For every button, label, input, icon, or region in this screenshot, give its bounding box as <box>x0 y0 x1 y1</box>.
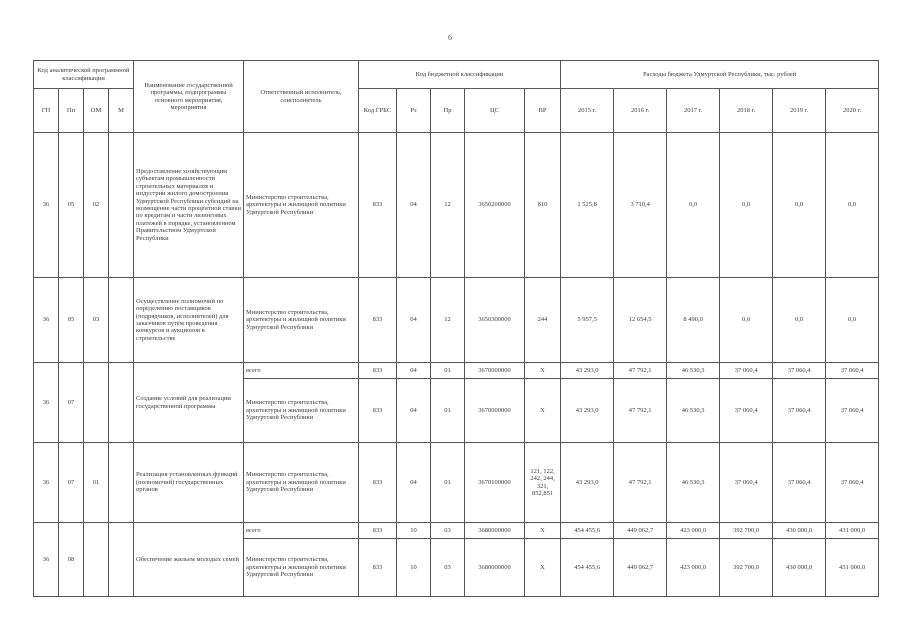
value-cell: 43 293,0 <box>561 443 614 523</box>
value-cell: 8 490,0 <box>667 278 720 363</box>
om-cell <box>84 363 109 443</box>
cs-cell: 3650300000 <box>465 278 525 363</box>
table-row <box>34 443 879 523</box>
pr-cell: 12 <box>431 278 465 363</box>
m-cell <box>109 363 134 443</box>
program-name-cell: Реализация установленных функций (полномочий) государственных органов <box>134 443 244 523</box>
grbs-cell: 833 <box>359 363 397 379</box>
vr-header: ВР <box>525 89 561 133</box>
grbs-cell: 833 <box>359 443 397 523</box>
executor-cell: Министерство строительства, архитектуры и жилищной политики Удмуртской Республики <box>244 379 359 443</box>
analytic-code-header: Код аналитической программной классификации <box>34 61 134 89</box>
value-cell: 0,0 <box>826 278 879 363</box>
value-cell: 454 455,6 <box>561 539 614 597</box>
grbs-cell: 833 <box>359 278 397 363</box>
value-cell: 392 700,0 <box>720 539 773 597</box>
vr-cell: 810 <box>525 133 561 278</box>
vr-cell: Х <box>525 363 561 379</box>
year-header: 2015 г. <box>561 89 614 133</box>
om-header: ОМ <box>84 89 109 133</box>
budget-table <box>33 60 879 597</box>
value-cell: 47 792,1 <box>614 379 667 443</box>
executor-header: Ответственный исполнитель, соисполнитель <box>244 61 359 133</box>
value-cell: 0,0 <box>773 133 826 278</box>
gp-cell: 36 <box>34 443 59 523</box>
value-cell: 454 455,6 <box>561 523 614 539</box>
cs-cell: 3670000000 <box>465 363 525 379</box>
budget-code-header: Код бюджетной классификации <box>359 61 561 89</box>
cs-cell: 3650200000 <box>465 133 525 278</box>
om-cell <box>84 523 109 597</box>
table-row <box>34 363 879 379</box>
value-cell: 0,0 <box>720 278 773 363</box>
value-cell: 392 700,0 <box>720 523 773 539</box>
total-label-cell: всего <box>244 363 359 379</box>
value-cell: 43 293,0 <box>561 379 614 443</box>
cs-cell: 3680000000 <box>465 539 525 597</box>
value-cell: 37 060,4 <box>826 363 879 379</box>
table-row <box>34 133 879 278</box>
value-cell: 37 060,4 <box>720 443 773 523</box>
rz-cell: 04 <box>397 379 431 443</box>
pr-cell: 03 <box>431 523 465 539</box>
rz-cell: 04 <box>397 443 431 523</box>
rz-cell: 04 <box>397 363 431 379</box>
m-header: М <box>109 89 134 133</box>
om-cell: 02 <box>84 133 109 278</box>
program-name-cell: Обеспечение жильем молодых семей <box>134 523 244 597</box>
pr-cell: 03 <box>431 539 465 597</box>
value-cell: 37 060,4 <box>773 363 826 379</box>
value-cell: 46 530,3 <box>667 379 720 443</box>
m-cell <box>109 278 134 363</box>
year-header: 2016 г. <box>614 89 667 133</box>
value-cell: 37 060,4 <box>826 379 879 443</box>
rz-header: Рз <box>397 89 431 133</box>
total-label-cell: всего <box>244 523 359 539</box>
expenses-header: Расходы бюджета Удмуртской Республики, тыс. рублей <box>561 61 879 89</box>
grbs-cell: 833 <box>359 133 397 278</box>
value-cell: 430 000,0 <box>773 523 826 539</box>
value-cell: 0,0 <box>720 133 773 278</box>
page-number: 6 <box>448 33 452 42</box>
m-cell <box>109 443 134 523</box>
gp-header: ГП <box>34 89 59 133</box>
pp-cell: 07 <box>59 363 84 443</box>
table-row <box>34 523 879 539</box>
executor-cell: Министерство строительства, архитектуры и жилищной политики Удмуртской Республики <box>244 133 359 278</box>
year-header: 2019 г. <box>773 89 826 133</box>
pp-header: Пп <box>59 89 84 133</box>
cs-cell: 3680000000 <box>465 523 525 539</box>
value-cell: 37 060,4 <box>720 379 773 443</box>
value-cell: 0,0 <box>773 278 826 363</box>
value-cell: 449 062,7 <box>614 539 667 597</box>
m-cell <box>109 523 134 597</box>
cs-header: ЦС <box>465 89 525 133</box>
vr-cell: 121, 122, 242, 244, 321, 852,851 <box>525 443 561 523</box>
pp-cell: 05 <box>59 278 84 363</box>
value-cell: 37 060,4 <box>826 443 879 523</box>
value-cell: 47 792,1 <box>614 363 667 379</box>
value-cell: 46 530,3 <box>667 443 720 523</box>
gp-cell: 36 <box>34 363 59 443</box>
vr-cell: Х <box>525 539 561 597</box>
value-cell: 47 792,1 <box>614 443 667 523</box>
value-cell: 1 525,8 <box>561 133 614 278</box>
value-cell: 12 654,5 <box>614 278 667 363</box>
value-cell: 3 710,4 <box>614 133 667 278</box>
value-cell: 431 000,0 <box>826 523 879 539</box>
table-row <box>34 278 879 363</box>
executor-cell: Министерство строительства, архитектуры и жилищной политики Удмуртской Республики <box>244 443 359 523</box>
pr-header: Пр <box>431 89 465 133</box>
executor-cell: Министерство строительства, архитектуры и жилищной политики Удмуртской Республики <box>244 278 359 363</box>
executor-cell: Министерство строительства, архитектуры и жилищной политики Удмуртской Республики <box>244 539 359 597</box>
value-cell: 431 000,0 <box>826 539 879 597</box>
value-cell: 37 060,4 <box>720 363 773 379</box>
value-cell: 5 957,5 <box>561 278 614 363</box>
grbs-header: Код ГРБС <box>359 89 397 133</box>
value-cell: 43 293,0 <box>561 363 614 379</box>
value-cell: 423 000,0 <box>667 539 720 597</box>
rz-cell: 04 <box>397 278 431 363</box>
om-cell: 01 <box>84 443 109 523</box>
vr-cell: Х <box>525 379 561 443</box>
grbs-cell: 833 <box>359 523 397 539</box>
gp-cell: 36 <box>34 278 59 363</box>
pr-cell: 01 <box>431 443 465 523</box>
pr-cell: 01 <box>431 363 465 379</box>
value-cell: 37 060,4 <box>773 443 826 523</box>
program-name-cell: Осуществление полномочий по определению поставщиков (подрядчиков, исполнителей) для заказчиков путём проведения конкурсов и аукционов в строительстве <box>134 278 244 363</box>
pr-cell: 12 <box>431 133 465 278</box>
m-cell <box>109 133 134 278</box>
rz-cell: 10 <box>397 523 431 539</box>
program-name-cell: Предоставление хозяйствующим субъектам промышленности строительных материалов и индустрии жилого домостроения Удмуртской Республики субсидий на возмещение части процентной ставки по кредитам и части лизинговых платежей в порядке, установленном Правительством Удмуртской Республики <box>134 133 244 278</box>
value-cell: 430 000,0 <box>773 539 826 597</box>
year-header: 2017 г. <box>667 89 720 133</box>
rz-cell: 10 <box>397 539 431 597</box>
cs-cell: 3670000000 <box>465 379 525 443</box>
pp-cell: 05 <box>59 133 84 278</box>
value-cell: 0,0 <box>826 133 879 278</box>
value-cell: 46 530,3 <box>667 363 720 379</box>
program-name-header: Наименование государственной программы, подпрограммы основного мероприятия, мероприятия <box>134 61 244 133</box>
rz-cell: 04 <box>397 133 431 278</box>
pp-cell: 08 <box>59 523 84 597</box>
grbs-cell: 833 <box>359 539 397 597</box>
cs-cell: 3670100000 <box>465 443 525 523</box>
value-cell: 0,0 <box>667 133 720 278</box>
grbs-cell: 833 <box>359 379 397 443</box>
pr-cell: 01 <box>431 379 465 443</box>
gp-cell: 36 <box>34 133 59 278</box>
value-cell: 449 062,7 <box>614 523 667 539</box>
om-cell: 03 <box>84 278 109 363</box>
year-header: 2020 г. <box>826 89 879 133</box>
vr-cell: 244 <box>525 278 561 363</box>
year-header: 2018 г. <box>720 89 773 133</box>
program-name-cell: Создание условий для реализации государственной программы <box>134 363 244 443</box>
pp-cell: 07 <box>59 443 84 523</box>
value-cell: 423 000,0 <box>667 523 720 539</box>
vr-cell: Х <box>525 523 561 539</box>
value-cell: 37 060,4 <box>773 379 826 443</box>
gp-cell: 36 <box>34 523 59 597</box>
